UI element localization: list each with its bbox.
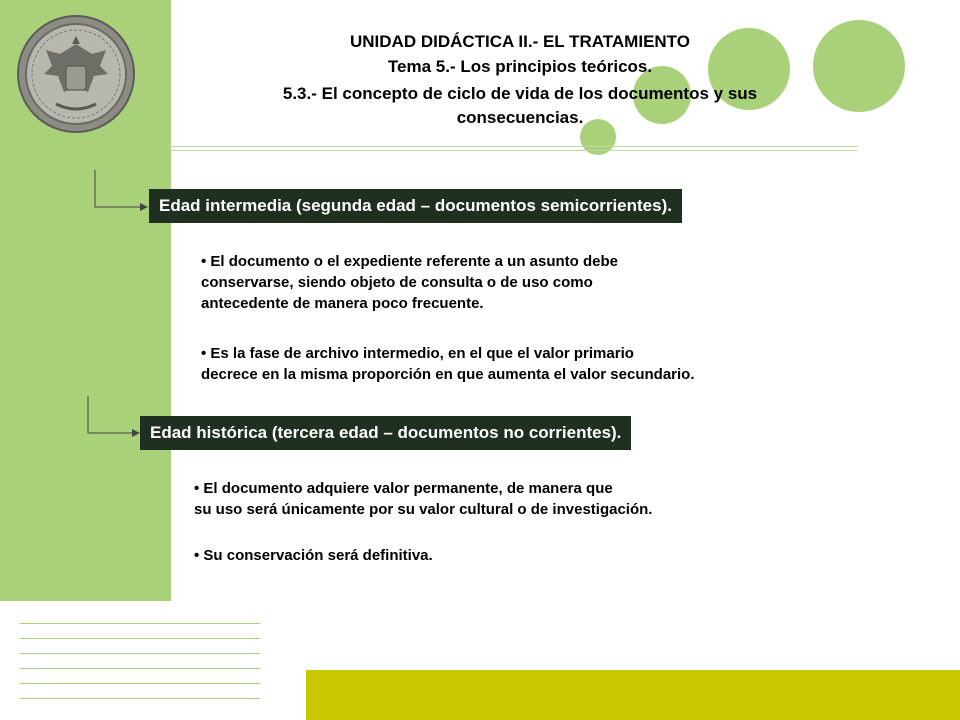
section-heading-historical: Edad histórica (tercera edad – documentos no corrientes). [140, 416, 631, 450]
bullet-paragraph: • Su conservación será definitiva. [194, 547, 433, 564]
section-heading-intermediate: Edad intermedia (segunda edad – documentos semicorrientes). [149, 189, 682, 223]
section-title-line: consecuencias. [456, 108, 584, 127]
footer-lines [20, 623, 260, 713]
bullet-paragraph: • El documento o el expediente referente a un asunto debe conservarse, siendo objeto de consulta o de uso como antecedente de manera poco frecuente. [201, 253, 619, 312]
footer-olive-band [306, 670, 960, 720]
section-title-line: 5.3.- El concepto de ciclo de vida de los documentos y sus [282, 84, 758, 103]
topic-title: Tema 5.- Los principios teóricos. [387, 57, 653, 76]
bullet-paragraph: • Es la fase de archivo intermedio, en el que el valor primario decrece en la misma proporción en que aumenta el valor secundario. [201, 345, 695, 383]
unit-title: UNIDAD DIDÁCTICA II.- EL TRATAMIENTO [350, 32, 690, 51]
bullet-paragraph: • El documento adquiere valor permanente, de manera que su uso será únicamente por su valor cultural o de investigación. [194, 480, 653, 518]
